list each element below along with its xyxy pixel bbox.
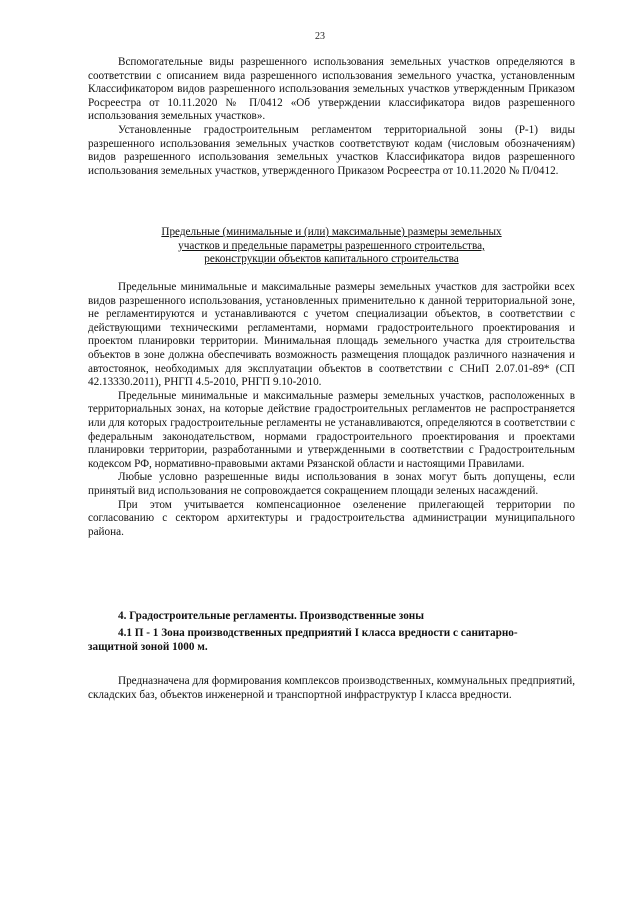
section-4-1-title xyxy=(88,627,575,654)
page-number: 23 xyxy=(315,31,325,42)
intro-section xyxy=(88,56,575,178)
paragraph-conditional-uses: Любые условно разрешенные виды использования в зонах могут быть допущены, если принятый вид использования не сопровождается сокращением площади зеленых насаждений. xyxy=(88,471,575,497)
limits-heading-line-3: реконструкции объектов капитального строительства xyxy=(204,253,459,266)
section-4-1-body xyxy=(88,675,575,702)
paragraph-established-uses: Установленные градостроительным регламентом территориальной зоны (Р-1) виды разрешенного использования земельных участков соответствуют кодам (числовым обозначениям) видов разрешенного использования земельных участков Классификатора видов разрешенного использования земельных участков, утвержденного Приказом Росреестра от 10.11.2020 № П/0412. xyxy=(88,123,575,177)
limits-heading-line-1: Предельные (минимальные и (или) максимальные) размеры земельных xyxy=(161,226,502,238)
paragraph-zones-without-regulations: Предельные минимальные и максимальные размеры земельных участков, расположенных в территориальных зонах, на которые действие градостроительных регламентов не распространяется или для которых градостроительные регламенты не устанавливаются, определяются в соответствии с федеральным законодательством, нормами градостроительного проектирования и проектами планировки территории, разработанными и утвержденными в соответствии с Градостроительным кодексом РФ, нормативно-правовыми актами Рязанской области и настоящими Правилами. xyxy=(88,389,575,470)
section-4-1-title-line-2: защитной зоной 1000 м. xyxy=(88,640,208,653)
limits-heading-line-2: участков и предельные параметры разрешенного строительства, xyxy=(178,239,485,252)
limits-heading xyxy=(88,226,575,267)
limits-section xyxy=(88,281,575,539)
paragraph-auxiliary-uses: Вспомогательные виды разрешенного использования земельных участков определяются в соответствии с описанием вида разрешенного использования земельного участка, установленным Классификатором видов разрешенного использования земельных участков утвержденным Приказом Росреестра от 10.11.2020 № П/0412 «Об утверждении классификатора видов разрешенного использования земельных участков». xyxy=(88,56,575,123)
paragraph-min-max-sizes: Предельные минимальные и максимальные размеры земельных участков для застройки всех видов разрешенного использования, установленных применительно к данной территориальной зоне, не регламентируются и устанавливаются с учетом специализации объектов, в соответствии с действующими техническими регламентами, нормами градостроительного проектирования и проектом планировки территории. Минимальная площадь земельного участка для строительства объектов в зоне должна обеспечивать возможность размещения площадок различного назначения и автостоянок, необходимых для эксплуатации объектов в соответствии с СНиП 2.07.01-89* (СП 42.13330.2011), РНГП 4.5-2010, РНГП 9.10-2010. xyxy=(88,281,575,389)
paragraph-zone-purpose: Предназначена для формирования комплексов производственных, коммунальных предприятий, складских баз, объектов инженерной и транспортной инфраструктур I класса вредности. xyxy=(88,675,575,701)
section-4-title: 4. Градостроительные регламенты. Производственные зоны xyxy=(118,610,424,622)
paragraph-compensatory-greening: При этом учитывается компенсационное озеленение прилегающей территории по согласованию с сектором архитектуры и градостроительства администрации муниципального района. xyxy=(88,498,575,538)
section-4-1-title-line-1: 4.1 П - 1 Зона производственных предприятий I класса вредности с санитарно- xyxy=(118,627,518,639)
